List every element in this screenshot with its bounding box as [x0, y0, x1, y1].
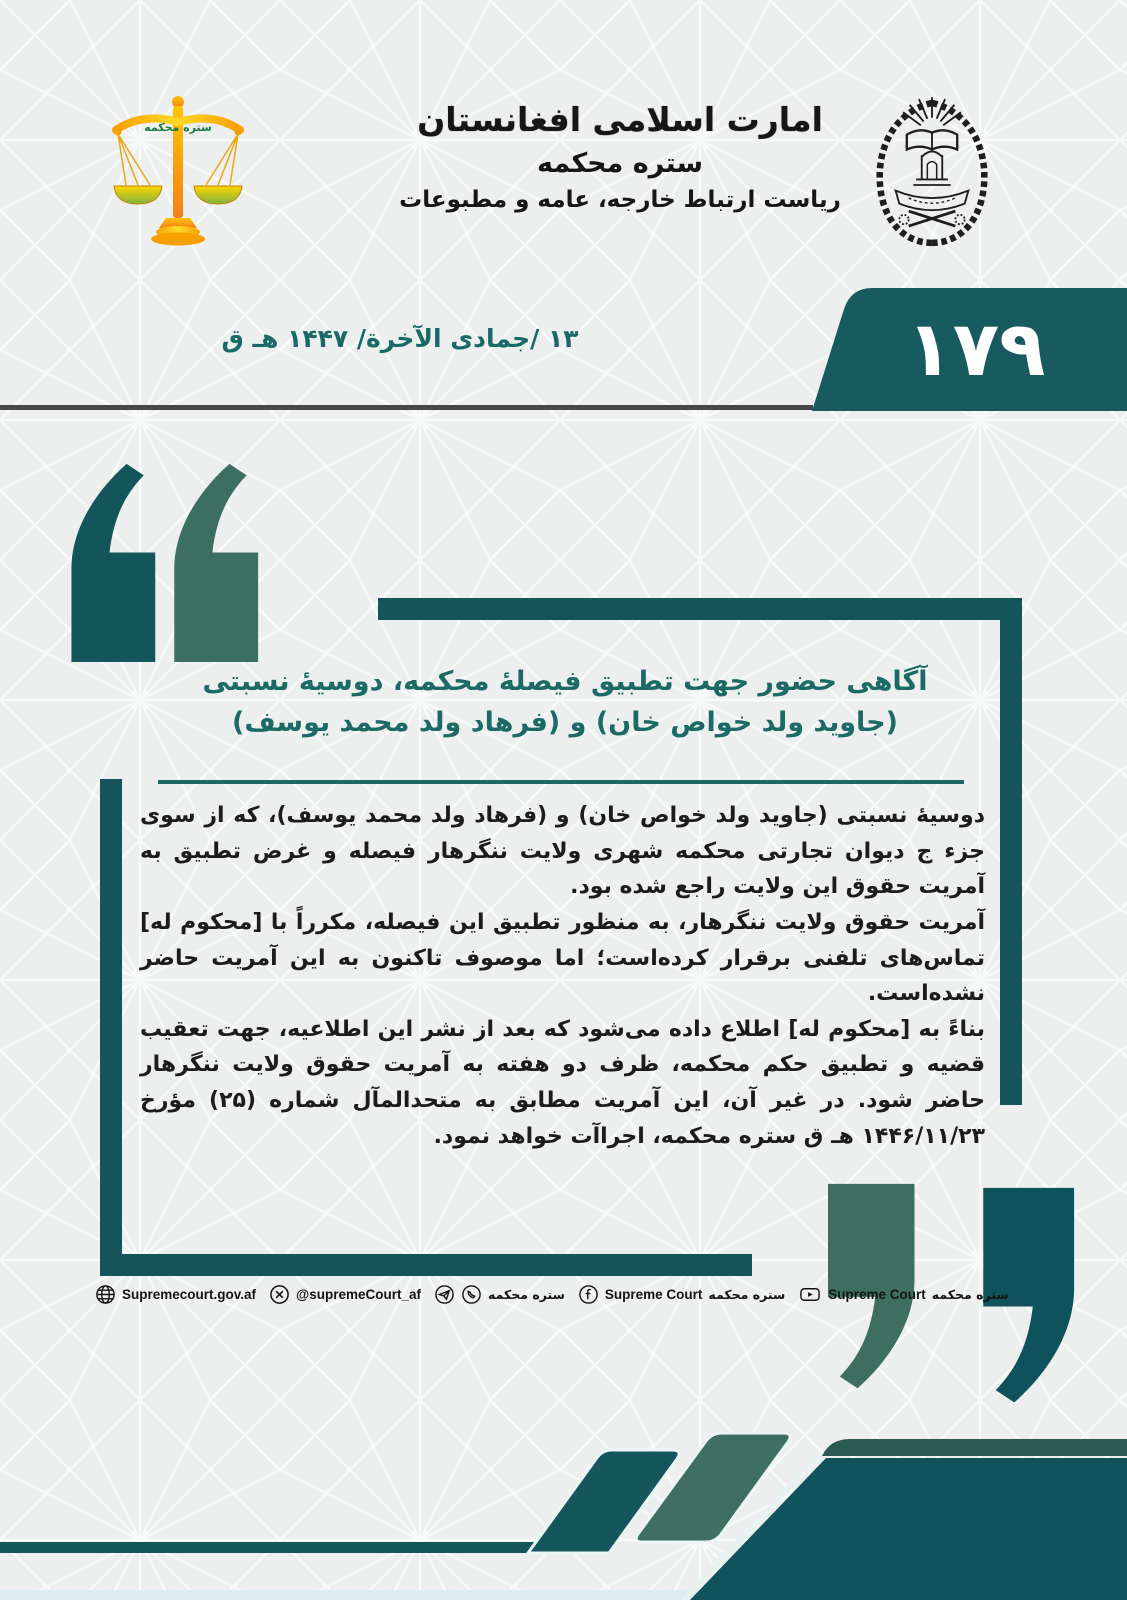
frame-bar-top [378, 598, 1022, 620]
x-handle-label: @supremeCourt_af [296, 1287, 421, 1302]
social-footer [95, 1284, 1009, 1305]
telegram-icon [434, 1284, 455, 1305]
youtube-icon [798, 1284, 822, 1305]
website-label: Supremecourt.gov.af [122, 1287, 257, 1302]
youtube-label-fa: ستره محکمه [931, 1287, 1009, 1302]
supreme-court-name: ستره محکمه [536, 148, 704, 179]
frame-bar-left [100, 779, 122, 1276]
x-icon [269, 1284, 290, 1305]
scales-label: ستره محکمه [144, 121, 212, 134]
notice-paragraph: آمریت حقوق ولایت ننگرهار، به منظور تطبیق این فیصله، مکرراً با [محکوم له] تماس‌های تلفنی برقرار کرده‌است؛ اما موصوف تاکنون به این آمریت حاضر نشده‌است. [140, 909, 985, 1007]
directorate-name: ریاست ارتباط خارجه، عامه و مطبوعات [399, 187, 841, 213]
notice-title: آگاهی حضور جهت تطبیق فیصلۀ محکمه، دوسیۀ نسبتی (جاوید ولد خواص خان) و (فرهاد ولد محمد یوسف) [202, 666, 928, 738]
website-link[interactable] [95, 1284, 256, 1305]
issue-number: ۱۷۹ [906, 304, 1046, 393]
opening-quote-icon [60, 462, 260, 662]
facebook-label-en: Supreme Court [604, 1287, 703, 1302]
emirate-calligraphy: امارت اسلامی افغانستان [417, 100, 823, 139]
notice-paragraph: بناءً به [محکوم له] اطلاع داده می‌شود که بعد از نشر این اطلاعیه، جهت تعقیب قضیه و تطبیق حکم محکمه، ظرف دو هفته به آمریت حقوق ولایت ننگرهار حاضر شود. در غیر آن، این آمریت مطابق به متحدالمآل شماره (۲۵) مؤرخ ۱۴۴۶/۱۱/۲۳ هـ ق ستره محکمه، اجراآت خواهد نمود. [140, 1016, 985, 1149]
facebook-icon [578, 1284, 599, 1305]
bottom-cyan-strip [0, 1590, 705, 1600]
bottom-block-top-strip [822, 1439, 1127, 1456]
frame-bar-bottom [100, 1254, 752, 1276]
facebook-link[interactable] [578, 1284, 785, 1305]
facebook-label-fa: ستره محکمه [708, 1287, 786, 1302]
youtube-label-en: Supreme Court [828, 1287, 926, 1302]
bottom-thin-stripe [0, 1542, 560, 1553]
youtube-link[interactable] [798, 1284, 1008, 1305]
notice-body [140, 798, 985, 1154]
issue-date: ۱۳ /جمادی الآخرة/ ۱۴۴۷ هـ ق [221, 324, 579, 353]
scales-of-justice-logo [98, 90, 258, 250]
notice-paragraph: دوسیۀ نسبتی (جاوید ولد خواص خان) و (فرهاد ولد محمد یوسف)، که از سوی جزء ج دیوان تجارتی محکمه شهری ولایت ننگرهار فیصله و غرض تطبیق به آمریت حقوق این ولایت راجع شده بود. [140, 803, 985, 900]
frame-bar-right [1000, 598, 1022, 1105]
whatsapp-icon [461, 1284, 482, 1305]
messaging-label: ستره محکمه [487, 1287, 565, 1302]
title-divider [158, 780, 964, 784]
messaging-link[interactable] [434, 1284, 565, 1305]
bottom-decoration [0, 1430, 1127, 1600]
national-emblem [862, 82, 1002, 260]
header-text-block [360, 100, 880, 213]
x-link[interactable] [269, 1284, 421, 1305]
globe-icon [95, 1284, 116, 1305]
banner-underline [0, 405, 813, 410]
